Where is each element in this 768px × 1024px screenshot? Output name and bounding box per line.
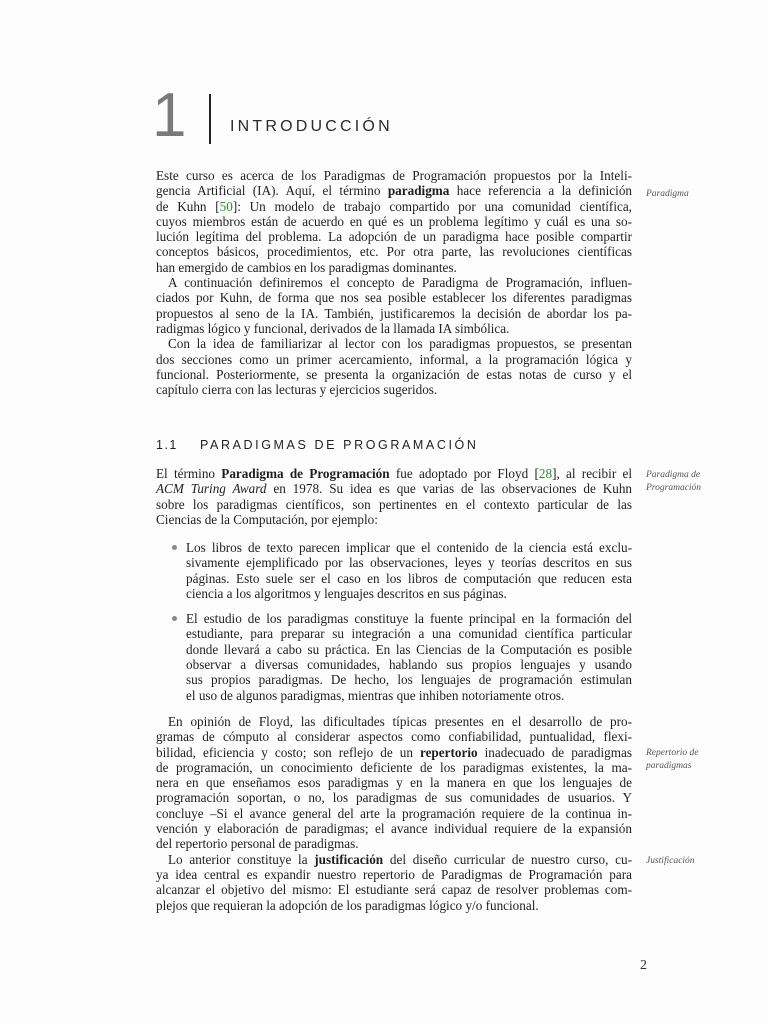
list-item [186,540,632,601]
text-line: donde llevará a cabo su práctica. En las Ciencias de la Computación es posible [186,641,632,657]
text-line: ciados por Kuhn, de forma que nos sea posible establecer los diferentes paradigmas [156,290,632,306]
text-line: del repertorio personal de paradigmas. [156,836,359,852]
bold-term: Paradigma de Programación [221,466,390,481]
text-line: propuestos al seno de la IA. También, justificaremos la decisión de abordar los pa- [156,305,632,321]
text-line: alcanzar el objetivo del mismo: El estudiante será capaz de resolver problemas com- [156,882,632,898]
paragraph [156,714,632,852]
text-line: bilidad, eficiencia y costo; son reflejo de un repertorio inadecuado de paradigmas [156,744,632,760]
text-line: observar a diversas comunidades, hablando sus propios lenguajes y usando [186,657,632,673]
italic-term: ACM Turing Award [156,481,267,497]
text-line: plejos que requieran la adopción de los paradigmas lógico y/o funcional. [156,897,539,913]
page-number: 2 [640,958,647,973]
list-item-text [186,540,632,601]
text-line: Este curso es acerca de los Paradigmas de Programación propuestos por la Inteli- [156,168,632,183]
list-item-text [186,611,632,703]
bullet-icon [172,545,177,550]
text-line: nera en que enseñamos esos paradigmas y en la manera en que los lenguajes de [156,775,632,791]
text-line: programación soportan, o no, los paradigmas de sus comunidades de usuarios. Y [156,790,632,806]
section-title: PARADIGMAS DE PROGRAMACIÓN [200,438,479,452]
bullet-list [186,540,632,703]
margin-note-justificacion: Justificación [646,856,695,866]
text-line: Ciencias de la Computación, por ejemplo: [156,511,378,527]
text-line: capítulo cierra con las lecturas y ejercicios sugeridos. [156,382,438,398]
chapter-title: INTRODUCCIÓN [230,118,393,135]
text-line: sivamente ejemplificado por las observaciones, leyes y teorías descritos en sus [186,555,632,571]
text-line: El estudio de los paradigmas constituye la fuente principal en la formación del [186,611,632,627]
chapter-divider [209,94,211,144]
bold-term: paradigma [387,183,450,199]
paragraph [156,275,632,336]
text-line: Con la idea de familiarizar al lector con los paradigmas propuestos, se presentan [168,336,632,352]
text-line: estudiante, para preparar su integración a una comunidad científica particular [186,626,632,642]
bold-term: justificación [314,851,384,867]
intro-text [156,168,632,397]
text-line: radigmas lógico y funcional, derivados de la llamada IA simbólica. [156,320,510,336]
text-line: lución legítima del problema. La adopción de un paradigma hace posible compartir [156,229,632,245]
margin-note-paradigma-programacion: Paradigma de Programación [646,470,702,493]
section-text [156,466,632,527]
section-heading [156,438,479,452]
margin-note-repertorio: Repertorio de paradigmas [646,748,699,771]
text-line: sobre los paradigmas científicos, son pertinentes en el contexto particular de las [156,496,632,512]
text-line: el uso de algunos paradigmas, mientras que inhiben notoriamente otros. [186,687,565,703]
text-line: vención y elaboración de paradigmas; el avance individual requiere de la expansión [156,821,632,837]
text-line: gramas de cómputo al considerar aspectos como confiabilidad, puntualidad, flexi- [156,729,632,745]
text-line: cuyos miembros están de acuerdo en qué es un problema legítimo y cuál es una so- [156,213,632,229]
bold-term: repertorio [419,744,478,760]
text-line: han emergido de cambios en los paradigmas dominantes. [156,259,457,275]
bullet-icon [172,616,177,621]
section-number: 1.1 [156,438,178,452]
text-line: sus propios paradigmas. De hecho, los lenguajes de programación estimulan [186,672,632,688]
text-line: concluye –Si el avance general del arte la programación requiere de la continua in- [156,805,632,821]
text-line: A continuación definiremos el concepto de Paradigma de Programación, influen- [168,275,632,291]
text-line: ACM Turing Award en 1978. Su idea es que varias de las observaciones de Kuhn [156,481,633,497]
text-line: Lo anterior constituye la justificación del diseño curricular de nuestro curso, cu- [168,851,632,867]
list-item [186,611,632,703]
text-line: El término Paradigma de Programación fue adoptado por Floyd [28], al recibir el [156,466,632,481]
text-line: En opinión de Floyd, las dificultades típicas presentes en el desarrollo de pro- [168,714,632,729]
paragraph [156,336,632,397]
paragraph [156,852,632,913]
text-line: funcional. Posteriormente, se presenta la organización de estas notas de curso y el [156,366,632,382]
text-line: dos secciones como un primer acercamiento, informal, a la programación lógica y [156,351,632,367]
paragraph [156,466,632,527]
citation-link[interactable]: 28 [538,466,553,481]
paragraph [156,168,632,275]
text-line: gencia Artificial (IA). Aquí, el término paradigma hace referencia a la definición [156,183,633,199]
text-line: Los libros de texto parecen implicar que el contenido de la ciencia está exclu- [186,540,632,555]
chapter-number: 1 [152,81,187,150]
text-line: ciencia a los algoritmos y lenguajes descritos en sus páginas. [186,585,507,601]
closing-text [156,714,632,913]
margin-note-paradigma: Paradigma [646,189,689,199]
text-line: conceptos básicos, procedimientos, etc. Por otra parte, las revoluciones científicas [156,244,632,260]
text-line: páginas. Esto suele ser el caso en los libros de computación que reducen esta [186,570,632,586]
text-line: ya idea central es expandir nuestro repertorio de Paradigmas de Programación para [156,866,632,882]
text-line: de programación, un conocimiento deficiente de los paradigmas existentes, la ma- [156,759,632,775]
text-line: de Kuhn [50]: Un modelo de trabajo compartido por una comunidad científica, [156,198,632,214]
citation-link[interactable]: 50 [219,198,233,214]
